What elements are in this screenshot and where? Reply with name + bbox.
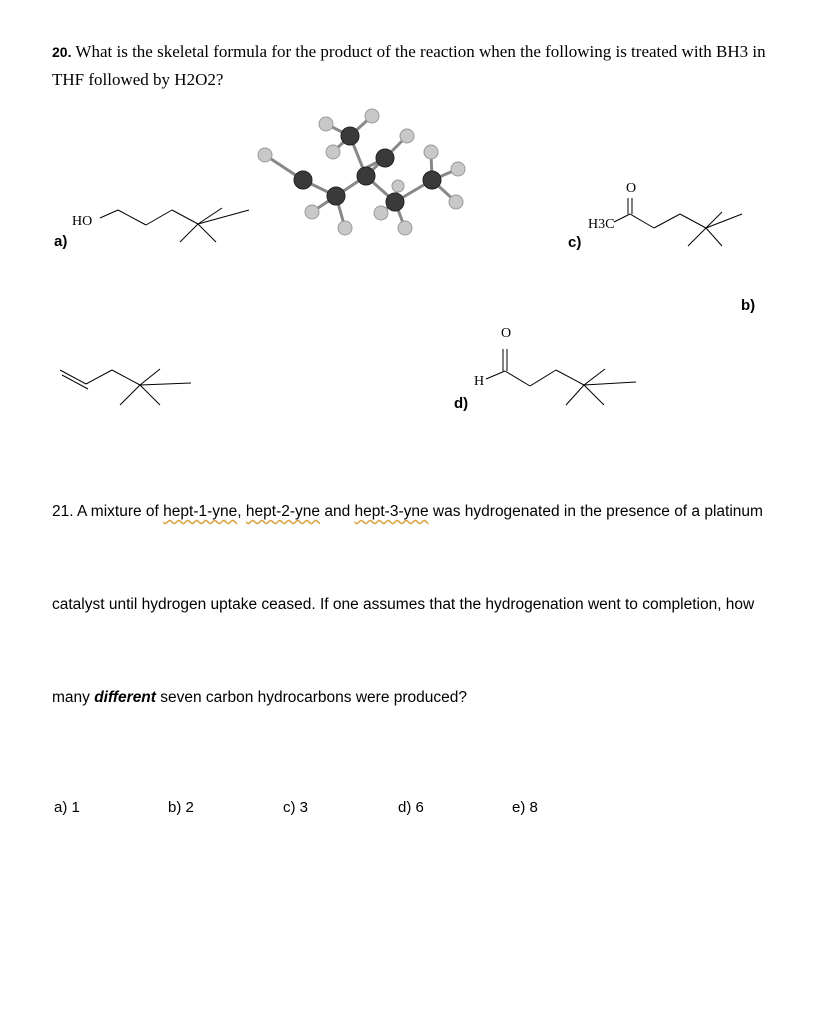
question-21-separator-2: and (320, 503, 355, 520)
question-21-text-b: was hydrogenated in the presence of a platinum (428, 503, 763, 520)
option-e: e) 8 (512, 799, 538, 816)
question-21-separator-1: , (237, 503, 246, 520)
question-20-text-line-1: What is the skeletal formula for the product of the reaction when the following is treated with BH3 in (75, 42, 766, 61)
choice-c-oxygen-label: O (626, 181, 637, 196)
question-21-line-3-a: many (52, 689, 95, 706)
choice-d-label: d) (454, 395, 469, 412)
choice-b-label: b) (741, 297, 756, 314)
option-b: b) 2 (168, 799, 194, 816)
compound-name-hept-3-yne: hept-3-yne (354, 503, 429, 520)
question-20-text-line-2: THF followed by H2O2? (52, 70, 224, 89)
choice-d-oxygen-label: O (501, 326, 512, 341)
question-21-line-1 (52, 503, 763, 521)
question-21-text-a: A mixture of (77, 503, 164, 520)
question-21-line-3-b: seven carbon hydrocarbons were produced? (155, 689, 468, 706)
choice-d-hydrogen-label: H (474, 374, 485, 389)
question-21-number: 21. (52, 503, 74, 520)
question-21-line-3 (52, 689, 467, 707)
option-a: a) 1 (54, 799, 80, 816)
compound-name-hept-1-yne: hept-1-yne (163, 503, 238, 520)
question-20-number: 20. (52, 44, 72, 60)
emphasis-different: different (94, 689, 156, 706)
question-21-line-2: catalyst until hydrogen uptake ceased. If one assumes that the hydrogenation went to completion, how (52, 596, 755, 613)
choice-c-methyl-label: H3C (588, 217, 615, 232)
choice-a-label: a) (54, 233, 68, 250)
choice-a-hydroxyl-label: HO (72, 214, 93, 229)
choice-c-label: c) (568, 234, 582, 251)
compound-name-hept-2-yne: hept-2-yne (245, 503, 321, 520)
option-d: d) 6 (398, 799, 424, 816)
option-c: c) 3 (283, 799, 309, 816)
